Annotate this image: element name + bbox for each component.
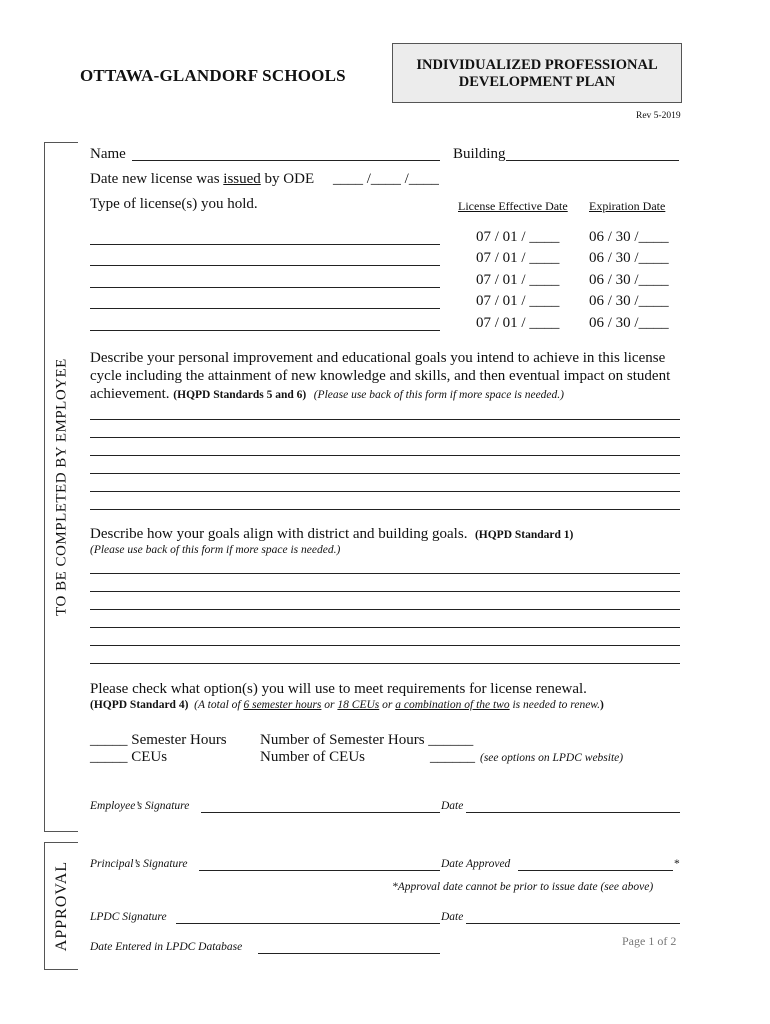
approval-section-bracket	[44, 842, 78, 970]
page-number: Page 1 of 2	[622, 934, 677, 948]
options-note-combo: a combination of the two	[395, 699, 510, 711]
ceus-check[interactable]: _____ CEUs	[90, 749, 168, 765]
goals-line1: Describe your personal improvement and educational goals you intend to achieve in this license	[90, 350, 666, 366]
goals-standard: (HQPD Standards 5 and 6)	[173, 389, 307, 401]
options-note-close: )	[600, 699, 604, 711]
license-type-field-3[interactable]	[90, 287, 440, 288]
license-type-field-4[interactable]	[90, 308, 440, 309]
effective-date-1[interactable]: 07 / 01 / ____	[476, 229, 560, 245]
expiration-date-5[interactable]: 06 / 30 /____	[589, 315, 669, 331]
date-license-field[interactable]: ____ /____ /____	[333, 171, 439, 187]
effective-date-2[interactable]: 07 / 01 / ____	[476, 250, 560, 266]
date-approved-label: Date Approved	[441, 858, 511, 870]
approval-section-label: APPROVAL	[52, 860, 70, 952]
date-license-suffix: by ODE	[260, 171, 315, 187]
goals-prompt	[90, 349, 690, 404]
date-license-label	[90, 171, 314, 188]
options-note-ceus: 18 CEUs	[337, 699, 380, 711]
align-answer-line-6[interactable]	[90, 663, 680, 664]
employee-signature-field[interactable]	[201, 812, 440, 813]
align-answer-line-2[interactable]	[90, 591, 680, 592]
employee-signature-label: Employee’s Signature	[90, 800, 190, 812]
license-type-label: Type of license(s) you hold.	[90, 196, 258, 212]
lpdc-database-field[interactable]	[258, 953, 440, 954]
see-options-note: (see options on LPDC website)	[480, 752, 624, 764]
name-label: Name	[90, 146, 126, 162]
align-note: (Please use back of this form if more space is needed.)	[90, 544, 341, 556]
goals-answer-line-1[interactable]	[90, 419, 680, 420]
license-type-field-1[interactable]	[90, 244, 440, 245]
lpdc-date-label: Date	[441, 911, 464, 923]
form-title-line2: DEVELOPMENT PLAN	[458, 74, 616, 90]
goals-answer-line-2[interactable]	[90, 437, 680, 438]
form-title-box	[392, 43, 682, 103]
date-license-prefix: Date new license was	[90, 171, 224, 187]
expiration-date-4[interactable]: 06 / 30 /____	[589, 293, 669, 309]
options-note-or2: or	[379, 699, 396, 711]
building-field[interactable]	[506, 160, 679, 161]
align-answer-line-3[interactable]	[90, 609, 680, 610]
form-title-line1: INDIVIDUALIZED PROFESSIONAL	[416, 57, 658, 73]
employee-section-bracket	[44, 142, 78, 832]
date-license-issued: issued	[223, 171, 261, 187]
goals-answer-line-5[interactable]	[90, 491, 680, 492]
options-note-or1: or	[321, 699, 338, 711]
goals-answer-line-3[interactable]	[90, 455, 680, 456]
align-answer-line-5[interactable]	[90, 645, 680, 646]
approval-asterisk: *	[674, 858, 680, 870]
employee-section-label: TO BE COMPLETED BY EMPLOYEE	[53, 358, 69, 616]
goals-note: (Please use back of this form if more space is needed.)	[313, 389, 564, 401]
align-answer-line-1[interactable]	[90, 573, 680, 574]
lpdc-signature-field[interactable]	[176, 923, 440, 924]
employee-date-field[interactable]	[466, 812, 680, 813]
goals-line3: achievement.	[90, 386, 170, 402]
number-ceus-label: Number of CEUs	[260, 749, 365, 765]
align-prompt	[90, 526, 573, 543]
options-note-hours: 6 semester hours	[243, 699, 322, 711]
lpdc-database-label: Date Entered in LPDC Database	[90, 941, 243, 953]
align-answer-line-4[interactable]	[90, 627, 680, 628]
semester-hours-check[interactable]: _____ Semester Hours	[90, 732, 227, 748]
align-standard: (HQPD Standard 1)	[474, 529, 574, 541]
options-note	[90, 699, 604, 711]
goals-answer-line-4[interactable]	[90, 473, 680, 474]
principal-signature-field[interactable]	[199, 870, 440, 871]
options-note-suffix: is needed to renew.	[509, 699, 600, 711]
revision-label: Rev 5-2019	[636, 111, 681, 121]
effective-date-header: License Effective Date	[458, 199, 568, 213]
building-label: Building	[453, 146, 506, 162]
options-note-prefix: (A total of	[194, 699, 244, 711]
expiration-date-1[interactable]: 06 / 30 /____	[589, 229, 669, 245]
effective-date-3[interactable]: 07 / 01 / ____	[476, 272, 560, 288]
license-type-field-5[interactable]	[90, 330, 440, 331]
options-prompt: Please check what option(s) you will use to meet requirements for license renewal.	[90, 681, 587, 697]
approval-date-note: *Approval date cannot be prior to issue date (see above)	[392, 881, 654, 893]
number-ceus-field[interactable]: ______	[430, 749, 475, 765]
expiration-date-header: Expiration Date	[589, 199, 666, 213]
expiration-date-2[interactable]: 06 / 30 /____	[589, 250, 669, 266]
lpdc-date-field[interactable]	[466, 923, 680, 924]
goals-line2: cycle including the attainment of new knowledge and skills, and then eventual impact on student	[90, 368, 671, 384]
align-text: Describe how your goals align with district and building goals.	[90, 526, 468, 542]
employee-date-label: Date	[441, 800, 464, 812]
school-name: OTTAWA-GLANDORF SCHOOLS	[80, 66, 346, 85]
name-field[interactable]	[132, 160, 440, 161]
expiration-date-3[interactable]: 06 / 30 /____	[589, 272, 669, 288]
goals-answer-line-6[interactable]	[90, 509, 680, 510]
number-semester-hours-field[interactable]: Number of Semester Hours ______	[260, 732, 474, 748]
options-standard: (HQPD Standard 4)	[90, 699, 189, 711]
principal-signature-label: Principal’s Signature	[90, 858, 188, 870]
effective-date-4[interactable]: 07 / 01 / ____	[476, 293, 560, 309]
license-type-field-2[interactable]	[90, 265, 440, 266]
effective-date-5[interactable]: 07 / 01 / ____	[476, 315, 560, 331]
lpdc-signature-label: LPDC Signature	[90, 911, 167, 923]
date-approved-field[interactable]	[518, 870, 673, 871]
